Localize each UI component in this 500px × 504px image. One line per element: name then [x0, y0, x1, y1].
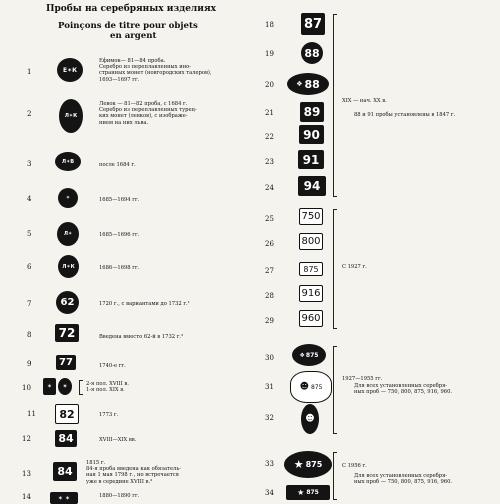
- row-number: 34: [265, 489, 274, 497]
- row-description: Левок — 81—82 проба, с 1684 г. Серебро из переплавленных турец- ких монет (левков), с изображе- нием на них льва.: [99, 101, 197, 126]
- row-number: 20: [265, 81, 274, 89]
- row-number: 7: [27, 300, 32, 308]
- head-emblem-icon: ☻: [299, 382, 309, 392]
- hallmark-number: 875: [310, 383, 323, 391]
- row-number: 19: [265, 50, 274, 58]
- row-description: XVIII—XIX вв.: [99, 437, 137, 443]
- hallmark-number: 88: [304, 77, 320, 91]
- hallmark-number: 875: [306, 489, 319, 496]
- row-number: 31: [265, 383, 274, 391]
- hallmark-84: 84: [55, 430, 77, 447]
- group-note-4b: Для всех установленных серебря- ных проб — 750, 800, 875, 916, 960.: [354, 473, 453, 486]
- hallmark-oval: Л✶В: [55, 152, 81, 171]
- row-number: 11: [27, 410, 36, 418]
- hallmark-875: 875: [299, 262, 323, 276]
- row-description: 1815 г. 84-я проба введена как обязатель- ная 1 мая 1798 г., но встречается уже в середине XVIII в.³: [86, 460, 181, 485]
- row-number: 29: [265, 317, 274, 325]
- row-description: 1685—1694 гг.: [99, 197, 140, 203]
- row-description: 1880—1890 гг.: [99, 493, 140, 499]
- row-number: 13: [22, 470, 31, 478]
- bracket: [333, 209, 337, 329]
- row-number: 8: [27, 331, 32, 339]
- row-number: 18: [265, 21, 274, 29]
- star-icon: ★: [297, 488, 305, 497]
- row-number: 27: [265, 267, 274, 275]
- row-description: Ефимок— 81—84 проба. Серебро из переплавленных ино- странных монет (новгородских талеров), 1693—1697 гг.: [99, 58, 212, 83]
- row-description: 1686—1698 гг.: [99, 265, 140, 271]
- row-number: 33: [265, 460, 274, 468]
- hallmark-875-star: [284, 451, 332, 478]
- hallmark-960: 960: [299, 310, 323, 327]
- group-note-1b: 88 и 91 пробы установлены в 1847 г.: [354, 112, 456, 118]
- hallmark-small-b: ✶: [58, 378, 72, 395]
- title-fr-line1: Poinçons de titre pour objets: [58, 21, 198, 31]
- row-description: 1773 г.: [99, 412, 119, 418]
- bracket: [333, 14, 337, 197]
- row-number: 5: [27, 230, 32, 238]
- row-number: 1: [27, 68, 32, 76]
- hallmark-91: 91: [298, 150, 324, 169]
- head-emblem-icon: ☻: [305, 414, 315, 424]
- row-number: 23: [265, 158, 274, 166]
- row-description: 2-я пол. XVIII в. 1-я пол. XIX в.: [86, 381, 129, 394]
- hallmark-partial: ✶ ✶: [50, 492, 78, 504]
- bracket: [333, 346, 337, 434]
- star-icon: ★: [293, 458, 304, 471]
- row-description: 1720 г., с вариантами до 1732 г.¹: [99, 301, 190, 307]
- hallmark-84: 84: [53, 462, 77, 481]
- row-number: 28: [265, 292, 274, 300]
- group-note-1a: XIX — нач. XX в.: [342, 98, 387, 104]
- hallmark-77: 77: [56, 355, 76, 370]
- group-note-3a: 1927—1955 гг.: [342, 376, 383, 382]
- group-note-3b: Для всех установленных серебря- ных проб — 750, 800, 875, 916, 960.: [354, 383, 453, 396]
- row-number: 30: [265, 354, 274, 362]
- bracket: [79, 380, 83, 395]
- row-number: 9: [27, 360, 32, 368]
- row-description: 1685—1696 гг.: [99, 232, 140, 238]
- hallmark-875-oval: [292, 344, 326, 366]
- hallmark-efimok: Е✶К: [57, 58, 83, 82]
- row-number: 32: [265, 414, 274, 422]
- hallmark-800: 800: [299, 233, 323, 250]
- title-ru: Пробы на серебряных изделиях: [46, 4, 216, 14]
- row-number: 25: [265, 215, 274, 223]
- hallmark-89: 89: [300, 102, 324, 122]
- hallmark-number: 875: [305, 351, 319, 359]
- hallmark-875-star-rect: [286, 485, 330, 500]
- row-number: 22: [265, 133, 274, 141]
- row-number: 24: [265, 184, 274, 192]
- row-number: 21: [265, 109, 274, 117]
- row-description: 1740-е гг.: [99, 363, 126, 369]
- bracket: [333, 452, 337, 500]
- hallmark-head-emblem: [301, 404, 319, 434]
- hallmark-oval: Л✶: [57, 222, 79, 246]
- hallmark-oval: ✶: [58, 188, 78, 208]
- row-description: Введена вместо 62-й в 1732 г.²: [99, 334, 184, 340]
- hallmark-750: 750: [299, 208, 323, 225]
- hallmark-small-a: ✶: [43, 378, 56, 395]
- row-number: 2: [27, 110, 32, 118]
- row-number: 4: [27, 195, 32, 203]
- hallmark-88-round: 88: [301, 42, 323, 64]
- row-number: 14: [22, 493, 31, 501]
- hallmark-94: 94: [298, 176, 326, 196]
- row-number: 6: [27, 263, 32, 271]
- row-number: 10: [22, 384, 31, 392]
- emblem-icon: ❖: [299, 351, 305, 359]
- hallmark-916: 916: [299, 285, 323, 302]
- row-number: 3: [27, 160, 32, 168]
- title-fr-line2: en argent: [110, 31, 157, 41]
- hallmark-82: 82: [55, 404, 79, 424]
- hallmark-levok: Л✶К: [59, 99, 83, 133]
- hallmark-875-emblem: [290, 371, 332, 403]
- hallmark-90: 90: [299, 125, 324, 144]
- emblem-icon: ❖: [296, 80, 303, 88]
- row-number: 12: [22, 435, 31, 443]
- hallmark-72: 72: [55, 324, 79, 342]
- group-note-2: С 1927 г.: [342, 264, 367, 270]
- row-number: 26: [265, 240, 274, 248]
- hallmark-87: 87: [301, 13, 325, 35]
- hallmark-88-oval: [287, 73, 329, 95]
- hallmark-number: 875: [305, 460, 323, 469]
- hallmark-oval: Л✶К: [58, 255, 79, 278]
- row-description: после 1684 г.: [99, 162, 136, 168]
- hallmark-62: 62: [56, 291, 79, 314]
- group-note-4a: С 1956 г.: [342, 463, 367, 469]
